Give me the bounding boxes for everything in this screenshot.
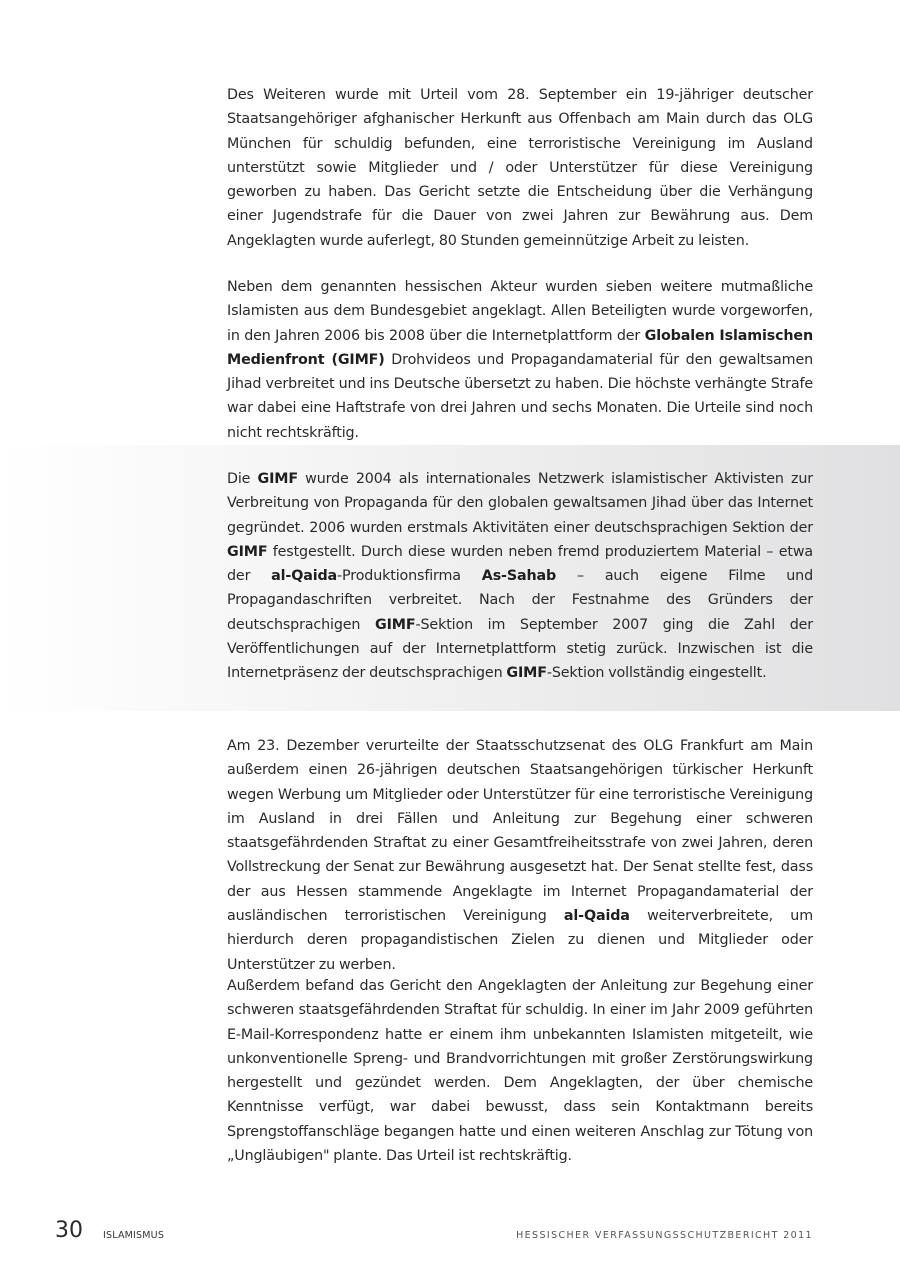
text-run: – auch eigene Filme und Propagandaschriften verbreitet. Nach der Festnahme des Gründers der deutschsprachigen bbox=[227, 568, 813, 633]
bold-term: GIMF bbox=[375, 616, 416, 633]
bold-term: al-Qaida bbox=[563, 908, 630, 925]
bold-term: As-Sahab bbox=[481, 568, 557, 585]
text-run: wurde 2004 als internationales Netzwerk islamistischer Aktivisten zur Verbreitung von Propaganda für den globalen gewaltsamen Jihad über das Internet gegründet. 2006 wurden erstmals Aktivitäten einer deutschsprachigen Sektion der bbox=[227, 471, 813, 536]
text-run: weiterverbreitete, um hierdurch deren propagandistischen Zielen zu dienen und Mitglieder oder Unterstützer zu werben. bbox=[227, 908, 813, 973]
footer-publication-title: HESSISCHER VERFASSUNGSSCHUTZBERICHT 2011 bbox=[516, 1230, 813, 1241]
bold-term: GIMF bbox=[227, 543, 268, 560]
text-run: Am 23. Dezember verurteilte der Staatsschutzsenat des OLG Frankfurt am Main außerdem einen 26-jährigen deutschen Staatsangehörigen türkischer Herkunft wegen Werbung um Mitglieder oder Unterstützer für eine terroristische Vereinigung im Ausland in drei Fällen und Anleitung zur Begehung einer schweren staatsgefährdenden Straftat zu einer Gesamtfreiheitsstrafe von zwei Jahren, deren Vollstreckung der Senat zur Bewährung ausgesetzt hat. Der Senat stellte fest, dass der aus Hessen stammende Angeklagte im Internet Propagandamaterial der ausländischen terroristischen Vereinigung bbox=[227, 738, 813, 925]
page-number: 30 bbox=[55, 1218, 83, 1243]
text-run: Drohvideos und Propagandamaterial für den gewaltsamen Jihad verbreitet und ins Deutsche übersetzt zu haben. Die höchste verhängte Strafe war dabei eine Haftstrafe von drei Jahren und sechs Monaten. Die Urteile sind noch nicht rechtskräftig. bbox=[227, 351, 813, 441]
text-run: Des Weiteren wurde mit Urteil vom 28. September ein 19-jähriger deutscher Staatsangehöriger afghanischer Herkunft aus Offenbach am Main durch das OLG München für schuldig befunden, eine terroristische Vereinigung im Ausland unterstützt sowie Mitglieder und / oder Unterstützer für diese Vereinigung geworben zu haben. Das Gericht setzte die Entscheidung über die Verhängung einer Jugendstrafe für die Dauer von zwei Jahren zur Bewährung aus. Dem Angeklagten wurde auferlegt, 80 Stunden gemeinnützige Arbeit zu leisten. bbox=[227, 87, 813, 249]
text-run: Außerdem befand das Gericht den Angeklagten der Anleitung zur Begehung einer schweren staatsgefährdenden Straftat für schuldig. In einer im Jahr 2009 geführten E-Mail-Korrespondenz hatte er einem ihm unbekannten Islamisten mitgeteilt, wie unkonventionelle Spreng- und Brandvorrichtungen mit großer Zerstörungswirkung hergestellt und gezündet werden. Dem Angeklagten, der über chemische Kenntnisse verfügt, war dabei bewusst, dass sein Kontaktmann bereits Sprengstoffanschläge begangen hatte und einen weiteren Anschlag zur Tötung von „Ungläubigen" plante. Das Urteil ist rechtskräftig. bbox=[227, 978, 813, 1165]
text-run: -Produktionsfirma bbox=[337, 568, 482, 585]
bold-term: Globalen Islamischen Medienfront (GIMF) bbox=[227, 327, 813, 368]
text-run: Die bbox=[227, 471, 258, 487]
text-run: -Sektion im September 2007 ging die Zahl der Veröffentlichungen auf der Internetplattform stetig zurück. Inzwischen ist die Internetpräsenz der deutschsprachigen bbox=[227, 616, 813, 682]
paragraph-urteil-olg-frankfurt bbox=[227, 734, 813, 977]
info-box-gimf-text bbox=[227, 467, 813, 686]
bold-term: al-Qaida bbox=[271, 568, 338, 585]
text-run: festgestellt. Durch diese wurden neben fremd produziertem Material – etwa der bbox=[227, 543, 813, 585]
paragraph-anleitung-straftat bbox=[227, 974, 813, 1168]
bold-term: GIMF bbox=[257, 471, 298, 487]
text-run: Neben dem genannten hessischen Akteur wurden sieben weitere mutmaßliche Islamisten aus dem Bundesgebiet angeklagt. Allen Beteiligten wurde vorgeworfen, in den Jahren 2006 bis 2008 über die Internetplattform der bbox=[227, 279, 813, 344]
text-run: -Sektion vollständig eingestellt. bbox=[546, 665, 767, 682]
bold-term: GIMF bbox=[506, 665, 547, 682]
paragraph-gimf-angeklagte bbox=[227, 275, 813, 445]
footer-section-label: ISLAMISMUS bbox=[103, 1230, 165, 1241]
paragraph-urteil-olg-muenchen bbox=[227, 83, 813, 253]
